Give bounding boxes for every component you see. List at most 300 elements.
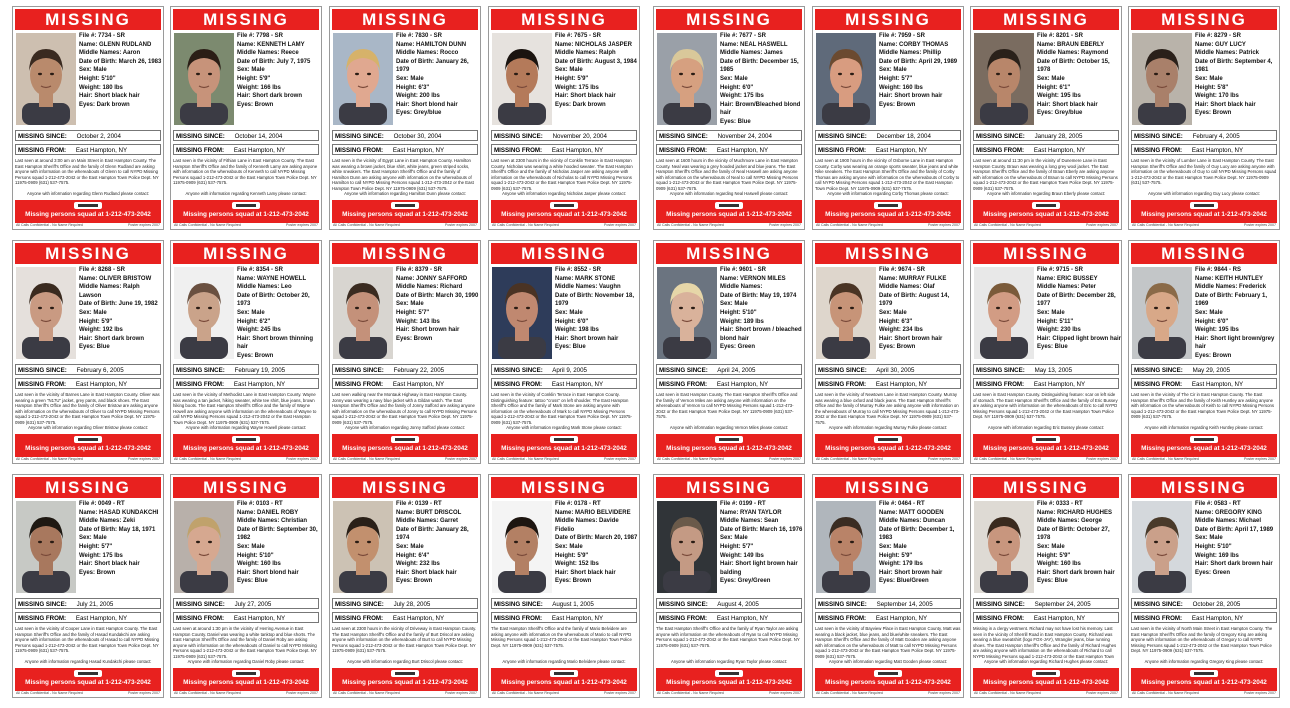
footer-confidential: All Calls Confidential - No Name Required	[657, 223, 724, 227]
missing-from-label: MISSING FROM:	[335, 381, 384, 388]
missing-since-field	[656, 130, 802, 141]
police-badge-icon	[550, 202, 578, 209]
footer-confidential: All Calls Confidential - No Name Required	[657, 457, 724, 461]
hotline-banner	[173, 668, 319, 691]
hair: Hair: Short dark brown	[237, 93, 303, 100]
hair: Hair: Short black hair	[1037, 101, 1098, 108]
missing-since-label: MISSING SINCE:	[1134, 367, 1183, 374]
weight: Weight: 245 lbs	[237, 327, 281, 334]
height: Height: 5'8"	[1195, 84, 1229, 91]
person-details	[237, 32, 321, 130]
missing-since-field	[173, 598, 319, 609]
hair: Hair: Short black hair	[555, 569, 616, 576]
person-photo	[333, 267, 393, 359]
circumstances-text: Last seen in the vicinity of North Main Street in East Hampton County. The East Hampton Sheriff's Office and the family of Gregory King are asking anyone with information on the whereabouts of Gregory to call NYPD Missing Persons squad 1-212-473-2042 or the East Hampton Town Police Dept. NY 11975-0909 (631) 537-7575.	[1131, 626, 1273, 653]
circumstances-text: Last seen in the vicinity of Newtown Lane in East Hampton County. Murray was wearing a blue oxford and black jeans. The East Hampton Sheriff's Office and the family of Murray Fulke are asking anyone with information on the whereabouts of Murray to call NYPD Missing Persons squad 1-212-473-2042 or the East Hampton Town Police Dept. NY 11975-0909 (631) 537-7575.	[815, 392, 960, 425]
footer-expiry: Poster expires 2007	[128, 457, 160, 461]
file-number: File #: 8268 - SR	[79, 267, 126, 273]
missing-poster	[488, 240, 640, 464]
circumstances-text: Last seen at 2300 hours in the vicinity of Driveway in East Hampton County. The East Hampton Sheriff's Office and the family of Burt Driscol are asking anyone with information on the whereabouts of Burt to call NYPD Missing Persons squad 1-212-473-2042 or the East Hampton Town Police Dept. NY 11975-0909 (631) 537-7575.	[332, 626, 477, 653]
eyes: Eyes: Brown	[879, 101, 916, 108]
footer-expiry: Poster expires 2007	[928, 223, 960, 227]
missing-since-label: MISSING SINCE:	[659, 133, 708, 140]
missing-since-value: April 24, 2005	[717, 367, 756, 374]
missing-from-label: MISSING FROM:	[818, 147, 867, 154]
hair: Hair: Short black hair	[79, 561, 140, 568]
missing-banner: MISSING	[15, 243, 161, 264]
portrait-image	[16, 33, 76, 125]
portrait-image	[816, 501, 876, 593]
hair: Hair: Short black hair	[555, 93, 616, 100]
person-details	[396, 500, 480, 598]
portrait-image	[16, 501, 76, 593]
missing-since-field	[656, 598, 802, 609]
missing-from-value: East Hampton, NY	[233, 147, 286, 154]
weight: Weight: 180 lbs	[79, 84, 123, 91]
person-details	[1037, 266, 1121, 364]
missing-from-value: East Hampton, NY	[1191, 147, 1244, 154]
police-badge-icon	[1190, 670, 1218, 677]
hair: Hair: Short black hair	[396, 569, 457, 576]
date-of-birth: Date of Birth: May 19, 1974	[720, 292, 797, 299]
hotline-text: Missing persons squad at 1-212-473-2042	[342, 679, 468, 686]
missing-banner: MISSING	[15, 477, 161, 498]
file-number: File #: 7798 - SR	[237, 33, 284, 39]
middle-names: Middle Names: Frederick	[1195, 284, 1267, 291]
person-photo	[816, 501, 876, 593]
missing-from-value: East Hampton, NY	[233, 381, 286, 388]
hotline-text: Missing persons squad at 1-212-473-2042	[501, 679, 627, 686]
sex: Sex: Male	[555, 309, 583, 316]
person-photo	[657, 501, 717, 593]
weight: Weight: 143 lbs	[396, 318, 440, 325]
missing-since-value: February 4, 2005	[1192, 133, 1240, 140]
date-of-birth: Date of Birth: March 20, 1987	[555, 535, 638, 542]
missing-from-label: MISSING FROM:	[335, 147, 384, 154]
height: Height: 5'7"	[396, 309, 430, 316]
hotline-banner	[973, 668, 1119, 691]
sex: Sex: Male	[1037, 543, 1065, 550]
file-number: File #: 0199 - RT	[720, 501, 766, 507]
footer-confidential: All Calls Confidential - No Name Required	[1132, 223, 1199, 227]
missing-from-field	[173, 378, 319, 389]
missing-poster	[329, 474, 481, 698]
hotline-text: Missing persons squad at 1-212-473-2042	[666, 445, 792, 452]
hair: Hair: Short brown hair	[879, 335, 943, 342]
middle-names: Middle Names: Leo	[237, 284, 292, 291]
contact-line: Anyone with information regarding Wayne Howell please contact:	[185, 425, 307, 430]
hotline-text: Missing persons squad at 1-212-473-2042	[983, 211, 1109, 218]
person-photo	[16, 267, 76, 359]
footer-expiry: Poster expires 2007	[445, 457, 477, 461]
weight: Weight: 234 lbs	[879, 327, 923, 334]
portrait-image	[974, 267, 1034, 359]
person-name: Name: GLENN RUDLAND	[79, 41, 152, 48]
eyes: Eyes: Brown	[396, 578, 433, 585]
person-name: Name: NICHOLAS JASPER	[555, 41, 633, 48]
missing-banner: MISSING	[491, 243, 637, 264]
circumstances-text: Last seen at 2300 hours in the vicinity of Conklin Terrace in East Hampton County. Nicholas was wearing a white hooded sweater. The East Hampton Sheriff's Office and the family of Nicholas Jasper are asking anyone with information on the whereabouts of Nicholas to call NYPD Missing Persons squad 1-212-473-2042 or the East Hampton Town Police Dept. NY 11975-0909 (631) 537-7575.	[491, 158, 633, 191]
file-number: File #: 9715 - SR	[1037, 267, 1084, 273]
police-badge-icon	[715, 202, 743, 209]
height: Height: 5'10"	[237, 552, 274, 559]
date-of-birth: Date of Birth: January 28, 1974	[396, 526, 469, 542]
missing-banner: MISSING	[173, 9, 319, 30]
missing-from-label: MISSING FROM:	[818, 381, 867, 388]
hair: Hair: Short blond hair	[396, 101, 458, 108]
missing-since-field	[332, 130, 478, 141]
file-number: File #: 7677 - SR	[720, 33, 767, 39]
police-badge-icon	[1032, 436, 1060, 443]
missing-from-field	[1131, 378, 1277, 389]
height: Height: 5'11"	[1037, 318, 1074, 325]
contact-line: Anyone with information regarding Kenneth Lamy please contact:	[185, 191, 307, 196]
person-name: Name: VERNON MILES	[720, 275, 786, 282]
footer-expiry: Poster expires 2007	[769, 691, 801, 695]
portrait-image	[657, 267, 717, 359]
missing-since-value: January 28, 2005	[1034, 133, 1083, 140]
weight: Weight: 195 lbs	[1037, 93, 1081, 100]
sex: Sex: Male	[1195, 75, 1223, 82]
person-details	[79, 266, 163, 364]
person-details	[396, 32, 480, 130]
hotline-banner	[973, 434, 1119, 457]
eyes: Eyes: Brown	[237, 101, 274, 108]
footer-confidential: All Calls Confidential - No Name Required	[16, 691, 83, 695]
portrait-image	[333, 501, 393, 593]
hair: Hair: Short brown / bleached blond hair	[720, 327, 802, 342]
person-photo	[16, 501, 76, 593]
poster-footer	[492, 457, 636, 461]
missing-from-value: East Hampton, NY	[392, 147, 445, 154]
person-photo	[974, 501, 1034, 593]
hair: Hair: Short dark brown hair	[1037, 569, 1115, 576]
middle-names: Middle Names: Richard	[396, 284, 463, 291]
hotline-banner	[1131, 434, 1277, 457]
footer-expiry: Poster expires 2007	[769, 223, 801, 227]
police-badge-icon	[1032, 202, 1060, 209]
hotline-text: Missing persons squad at 1-212-473-2042	[666, 211, 792, 218]
poster-footer	[16, 223, 160, 227]
portrait-image	[816, 33, 876, 125]
date-of-birth: Date of Birth: June 19, 1982	[79, 301, 158, 308]
police-badge-icon	[715, 436, 743, 443]
missing-from-value: East Hampton, NY	[716, 381, 769, 388]
file-number: File #: 9844 - RS	[1195, 267, 1242, 273]
date-of-birth: Date of Birth: October 20, 1973	[237, 292, 310, 308]
footer-confidential: All Calls Confidential - No Name Required	[16, 457, 83, 461]
person-details	[555, 32, 639, 130]
middle-names: Middle Names: Aaron	[79, 50, 141, 57]
missing-since-value: July 27, 2005	[234, 601, 272, 608]
hotline-banner	[815, 200, 961, 223]
missing-banner: MISSING	[973, 477, 1119, 498]
missing-from-label: MISSING FROM:	[176, 147, 225, 154]
person-name: Name: RICHARD HUGHES	[1037, 509, 1113, 516]
missing-since-value: October 14, 2004	[234, 133, 283, 140]
police-badge-icon	[232, 202, 260, 209]
poster-footer	[657, 691, 801, 695]
portrait-image	[174, 33, 234, 125]
missing-banner: MISSING	[491, 9, 637, 30]
weight: Weight: 166 lbs	[237, 84, 281, 91]
sex: Sex: Male	[1037, 309, 1065, 316]
middle-names: Middle Names: Duncan	[879, 518, 946, 525]
poster-footer	[333, 691, 477, 695]
missing-from-label: MISSING FROM:	[1134, 147, 1183, 154]
middle-names: Middle Names: Michael	[1195, 518, 1262, 525]
missing-from-field	[15, 378, 161, 389]
height: Height: 5'7"	[79, 543, 113, 550]
hotline-text: Missing persons squad at 1-212-473-2042	[1141, 211, 1267, 218]
missing-from-field	[491, 144, 637, 155]
file-number: File #: 8379 - SR	[396, 267, 443, 273]
circumstances-text: The East Hampton Sheriff's Office and the family of Ryan Taylor are asking anyone with information on the whereabouts of Ryan to call NYPD Missing Persons squad 1-212-473-2042 or the East Hampton Town Police Dept. NY 11975-0909 (631) 537-7575.	[656, 626, 800, 648]
missing-since-field	[1131, 364, 1277, 375]
person-details	[79, 32, 163, 130]
footer-expiry: Poster expires 2007	[128, 691, 160, 695]
poster-footer	[1132, 691, 1276, 695]
file-number: File #: 0333 - RT	[1037, 501, 1083, 507]
poster-footer	[16, 691, 160, 695]
hair: Hair: Short dark brown hair	[1195, 561, 1273, 568]
hotline-banner	[973, 200, 1119, 223]
missing-since-label: MISSING SINCE:	[976, 367, 1025, 374]
missing-from-value: East Hampton, NY	[1191, 381, 1244, 388]
weight: Weight: 232 lbs	[396, 561, 440, 568]
missing-since-field	[815, 364, 961, 375]
sex: Sex: Male	[1195, 309, 1223, 316]
person-name: Name: NEAL HASWELL	[720, 41, 788, 48]
sex: Sex: Male	[879, 543, 907, 550]
file-number: File #: 0464 - RT	[879, 501, 925, 507]
police-badge-icon	[874, 436, 902, 443]
missing-from-value: East Hampton, NY	[233, 615, 286, 622]
footer-expiry: Poster expires 2007	[1086, 457, 1118, 461]
missing-since-value: February 19, 2005	[234, 367, 286, 374]
poster-footer	[974, 691, 1118, 695]
sex: Sex: Male	[720, 535, 748, 542]
hotline-banner	[332, 668, 478, 691]
height: Height: 5'10"	[79, 75, 116, 82]
footer-confidential: All Calls Confidential - No Name Required	[1132, 457, 1199, 461]
footer-expiry: Poster expires 2007	[445, 223, 477, 227]
police-badge-icon	[391, 436, 419, 443]
missing-from-field	[815, 144, 961, 155]
contact-line: Anyone with information regarding Keith Huntley please contact:	[1144, 425, 1264, 430]
portrait-image	[16, 267, 76, 359]
missing-since-value: November 24, 2004	[717, 133, 772, 140]
missing-from-field	[815, 378, 961, 389]
hair: Hair: Short black hair	[79, 93, 140, 100]
height: Height: 5'7"	[720, 543, 754, 550]
portrait-image	[1132, 267, 1192, 359]
footer-expiry: Poster expires 2007	[1086, 223, 1118, 227]
police-badge-icon	[550, 670, 578, 677]
middle-names: Middle Names: Peter	[1037, 284, 1097, 291]
file-number: File #: 0139 - RT	[396, 501, 442, 507]
height: Height: 5'9"	[555, 552, 589, 559]
missing-from-label: MISSING FROM:	[659, 381, 708, 388]
person-details	[555, 266, 639, 364]
poster-footer	[657, 223, 801, 227]
missing-from-field	[1131, 612, 1277, 623]
missing-since-field	[973, 130, 1119, 141]
police-badge-icon	[1190, 436, 1218, 443]
person-name: Name: OLIVER BRISTOW	[79, 275, 152, 282]
hotline-banner	[656, 434, 802, 457]
hair: Hair: Short brown hair	[879, 93, 943, 100]
sex: Sex: Male	[79, 309, 107, 316]
date-of-birth: Date of Birth: December 1, 1983	[879, 526, 955, 542]
hair: Hair: Clipped light brown hair	[1037, 335, 1121, 342]
footer-confidential: All Calls Confidential - No Name Required	[333, 223, 400, 227]
hotline-text: Missing persons squad at 1-212-473-2042	[666, 679, 792, 686]
missing-poster	[970, 240, 1122, 464]
weight: Weight: 189 lbs	[720, 318, 764, 325]
person-details	[1195, 32, 1279, 130]
footer-expiry: Poster expires 2007	[604, 223, 636, 227]
missing-since-label: MISSING SINCE:	[494, 367, 543, 374]
person-name: Name: MARIO BELVIDERE	[555, 509, 631, 516]
file-number: File #: 0049 - RT	[79, 501, 125, 507]
missing-banner: MISSING	[491, 477, 637, 498]
missing-poster	[12, 240, 164, 464]
hotline-text: Missing persons squad at 1-212-473-2042	[501, 211, 627, 218]
missing-from-field	[173, 144, 319, 155]
circumstances-text: Last seen in the vicinity of Cooper Lane in East Hampton County. The East Hampton Sheriff's Office and the family of Hasad Kundakchi are asking anyone with information on the whereabouts of Hasad to call NYPD Missing Persons squad 1-212-473-2042 or the East Hampton Town Police Dept. NY 11975-0909 (631) 537-7575.	[15, 626, 160, 653]
person-details	[879, 266, 963, 364]
poster-footer	[816, 691, 960, 695]
police-badge-icon	[74, 436, 102, 443]
person-name: Name: HAMILTON DUNN	[396, 41, 467, 48]
missing-since-label: MISSING SINCE:	[335, 133, 384, 140]
eyes: Eyes: Brown	[555, 578, 592, 585]
height: Height: 5'10"	[720, 309, 757, 316]
footer-confidential: All Calls Confidential - No Name Required	[492, 223, 559, 227]
hotline-banner	[491, 668, 637, 691]
missing-since-field	[332, 364, 478, 375]
missing-banner: MISSING	[1131, 243, 1277, 264]
poster-footer	[492, 691, 636, 695]
missing-since-value: July 28, 2005	[393, 601, 431, 608]
hair: Hair: Brown/Bleached blond hair	[720, 101, 801, 117]
police-badge-icon	[874, 202, 902, 209]
missing-from-value: East Hampton, NY	[1033, 147, 1086, 154]
circumstances-text: Last seen at around 1:30 pm in the vicinity of Herring Avenue in East Hampton County. Daniel was wearing a white tanktop and blue shorts. The East Hampton Sheriff's Office and the family of Daniel Roby are asking anyone with information on the whereabouts of Daniel to call NYPD Missing Persons squad 1-212-473-2042 or the East Hampton Town Police Dept. NY 11975-0909 (631) 537-7575.	[173, 626, 317, 659]
missing-since-field	[815, 598, 961, 609]
sex: Sex: Male	[720, 301, 748, 308]
footer-confidential: All Calls Confidential - No Name Required	[657, 691, 724, 695]
person-details	[720, 500, 804, 598]
middle-names: Middle Names: Ralph Lawson	[79, 284, 140, 299]
missing-from-field	[332, 144, 478, 155]
hair: Hair: Short brown hair	[555, 335, 619, 342]
file-number: File #: 7959 - SR	[879, 33, 926, 39]
person-details	[720, 32, 804, 130]
missing-since-value: April 9, 2005	[552, 367, 587, 374]
circumstances-text: Last seen in the vicinity of The Cir in East Hampton County. The East Hampton Sheriff's Office and the family of Keith Huntley are asking anyone with information on the whereabouts of Keith to call NYPD Missing Persons squad 1-212-473-2042 or the East Hampton Town Police Dept. NY 11975-0909 (631) 537-7575.	[1131, 392, 1275, 419]
portrait-image	[657, 501, 717, 593]
missing-banner: MISSING	[332, 243, 478, 264]
missing-from-value: East Hampton, NY	[875, 381, 928, 388]
weight: Weight: 170 lbs	[1195, 93, 1239, 100]
person-photo	[333, 33, 393, 125]
missing-since-value: September 24, 2005	[1034, 601, 1091, 608]
missing-from-label: MISSING FROM:	[18, 615, 67, 622]
missing-poster	[653, 474, 805, 698]
missing-poster	[653, 6, 805, 230]
missing-from-label: MISSING FROM:	[976, 147, 1025, 154]
missing-since-label: MISSING SINCE:	[976, 601, 1025, 608]
contact-line: Anyone with information regarding Jonny Safford please contact:	[345, 425, 465, 430]
portrait-image	[174, 267, 234, 359]
contact-line: Anyone with information regarding Richard Hughes please contact:	[983, 659, 1109, 664]
contact-line: Anyone with information regarding Oliver Bristow please contact:	[28, 425, 148, 430]
missing-from-value: East Hampton, NY	[75, 381, 128, 388]
person-name: Name: HASAD KUNDAKCHI	[79, 509, 159, 516]
weight: Weight: 160 lbs	[1037, 561, 1081, 568]
footer-expiry: Poster expires 2007	[769, 457, 801, 461]
missing-banner: MISSING	[973, 243, 1119, 264]
eyes: Eyes: Blue	[720, 118, 751, 125]
missing-poster	[1128, 240, 1280, 464]
missing-poster	[488, 6, 640, 230]
missing-from-value: East Hampton, NY	[1033, 615, 1086, 622]
weight: Weight: 230 lbs	[1037, 327, 1081, 334]
person-details	[396, 266, 480, 364]
footer-confidential: All Calls Confidential - No Name Required	[816, 457, 883, 461]
person-name: Name: MATT GOODEN	[879, 509, 944, 516]
date-of-birth: Date of Birth: September 4, 1981	[1195, 58, 1273, 74]
height: Height: 5'10"	[1195, 543, 1232, 550]
hotline-text: Missing persons squad at 1-212-473-2042	[825, 445, 951, 452]
missing-since-value: November 20, 2004	[552, 133, 607, 140]
missing-since-field	[15, 130, 161, 141]
footer-confidential: All Calls Confidential - No Name Required	[492, 457, 559, 461]
hotline-banner	[1131, 200, 1277, 223]
person-photo	[16, 33, 76, 125]
police-badge-icon	[391, 202, 419, 209]
hotline-banner	[15, 200, 161, 223]
missing-since-field	[1131, 130, 1277, 141]
person-photo	[492, 501, 552, 593]
missing-from-label: MISSING FROM:	[494, 381, 543, 388]
hotline-text: Missing persons squad at 1-212-473-2042	[1141, 679, 1267, 686]
person-details	[1037, 32, 1121, 130]
police-badge-icon	[1190, 202, 1218, 209]
height: Height: 5'9"	[555, 75, 589, 82]
footer-expiry: Poster expires 2007	[1244, 223, 1276, 227]
sex: Sex: Male	[79, 535, 107, 542]
missing-from-label: MISSING FROM:	[976, 615, 1025, 622]
hotline-text: Missing persons squad at 1-212-473-2042	[25, 679, 151, 686]
missing-poster	[1128, 474, 1280, 698]
missing-banner: MISSING	[1131, 9, 1277, 30]
contact-line: Anyone with information regarding Daniel Roby please contact:	[187, 659, 305, 664]
eyes: Eyes: Blue	[1037, 578, 1068, 585]
missing-since-label: MISSING SINCE:	[176, 367, 225, 374]
missing-since-field	[1131, 598, 1277, 609]
missing-poster	[1128, 6, 1280, 230]
hair: Hair: Short brown thinning hair	[237, 335, 313, 351]
missing-since-label: MISSING SINCE:	[818, 133, 867, 140]
contact-line: Anyone with information regarding Mario Belvidere please contact:	[502, 659, 626, 664]
missing-from-label: MISSING FROM:	[659, 147, 708, 154]
poster-footer	[174, 691, 318, 695]
missing-since-label: MISSING SINCE:	[1134, 601, 1183, 608]
portrait-image	[492, 33, 552, 125]
